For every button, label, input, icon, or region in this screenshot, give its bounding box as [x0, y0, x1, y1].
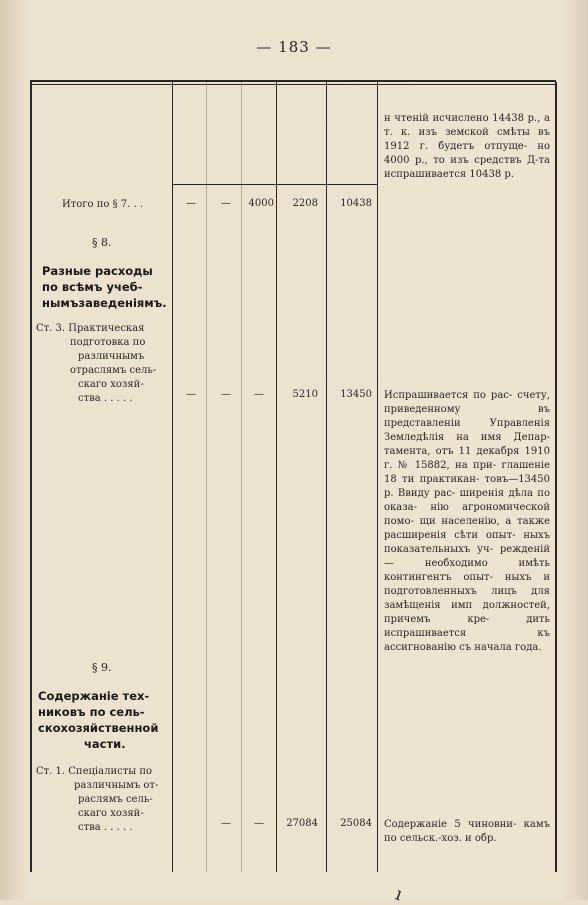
section-8-value-2: 5210 — [292, 389, 318, 400]
remark-paragraph-2: Испрашивается по рас- счету, приведенному въ представленіи Управленія Земледѣлія на имя Депар- тамента, отъ 11 декабря 1910 г. № 15882, на при- глашеніе 18 ти практикан- товъ—13450 р. Ввиду рас- ширенія дѣла по оказа- нію агрономической помо- щи населенію, а также расширенія сѣти опыт- ныхъ показательныхъ уч- режденій — необходимо имѣть контингентъ опыт- ныхъ и подготовленныхъ лицъ для замѣщенія имп должностей, причемъ кре- дить испрашивается къ ассигнованію съ начала года. — [384, 390, 550, 653]
section-9-dash-1: — — [221, 818, 231, 829]
section-9-item-line-5: ства . . . . . — [78, 822, 133, 833]
section-9-value-3: 25084 — [340, 818, 372, 829]
section-8-item-line-2: подготовка по — [70, 337, 146, 348]
section-9-value-2: 27084 — [286, 818, 318, 829]
column-rule-2 — [206, 82, 207, 872]
column-rule-right — [555, 82, 557, 872]
total-rule — [172, 184, 378, 185]
section-8-item-line-1: Ст. 3. Практическая — [36, 323, 145, 334]
section-9-item-line-4: скаго хозяй- — [78, 808, 144, 819]
remark-paragraph-3: Содержаніе 5 чиновни- камъ по сельск.-хоз. и обр. — [384, 819, 550, 844]
column-rule-5 — [326, 82, 327, 872]
section-9-heading-line-1: Содержаніе тех- — [38, 689, 150, 703]
remark-paragraph-1: н чтеній исчислено 14438 р., а т. к. изъ земской смѣты въ 1912 г. будетъ отпуще- но 4000 р., то изъ средствъ Д-та испрашивается 10438 р. — [384, 113, 550, 180]
section-9-item-line-2: различнымъ от- — [74, 780, 159, 791]
total-7-value-1: 4000 — [248, 198, 274, 209]
section-9-heading-line-3: скохозяйственной — [38, 721, 159, 735]
section-9-item-line-1: Ст. 1. Спеціалисты по — [36, 766, 153, 777]
total-7-label: Итого по § 7. . . — [62, 199, 144, 210]
total-7-value-3: 10438 — [340, 198, 372, 209]
table-top-rule — [30, 80, 556, 82]
table-top-rule-thin — [30, 84, 556, 85]
total-7-value-2: 2208 — [292, 198, 318, 209]
section-9-sign: § 9. — [92, 661, 112, 674]
section-8-item-line-6: ства . . . . . — [78, 393, 133, 404]
column-rule-1 — [172, 82, 173, 872]
column-rule-left — [30, 82, 32, 872]
section-9-item-line-3: раслямъ сель- — [78, 794, 153, 805]
column-rule-3 — [241, 82, 242, 872]
section-8-heading-line-1: Разные расходы — [42, 264, 153, 278]
total-7-dash-2: — — [221, 198, 231, 209]
section-8-dash-3: — — [254, 389, 264, 400]
section-9-heading-line-4: части. — [84, 737, 126, 751]
section-8-item-line-5: скаго хозяй- — [78, 379, 144, 390]
section-8-dash-2: — — [221, 389, 231, 400]
section-8-dash-1: — — [186, 389, 196, 400]
page-number: — 183 — — [256, 38, 332, 56]
column-rule-6 — [377, 82, 378, 872]
section-8-heading-line-3: нымъзаведеніямъ. — [42, 296, 167, 310]
section-8-item-line-4: отраслямъ сель- — [70, 365, 157, 376]
section-8-sign: § 8. — [92, 236, 112, 249]
column-rule-4 — [276, 82, 277, 872]
section-9-heading-line-2: никовъ по сель- — [38, 705, 145, 719]
section-8-heading-line-2: по всѣмъ учеб- — [42, 280, 143, 294]
total-7-dash-1: — — [186, 198, 196, 209]
ink-mark: ı — [392, 883, 406, 905]
section-8-item-line-3: различнымъ — [78, 351, 145, 362]
section-9-dash-2: — — [254, 818, 264, 829]
section-8-value-3: 13450 — [340, 389, 372, 400]
